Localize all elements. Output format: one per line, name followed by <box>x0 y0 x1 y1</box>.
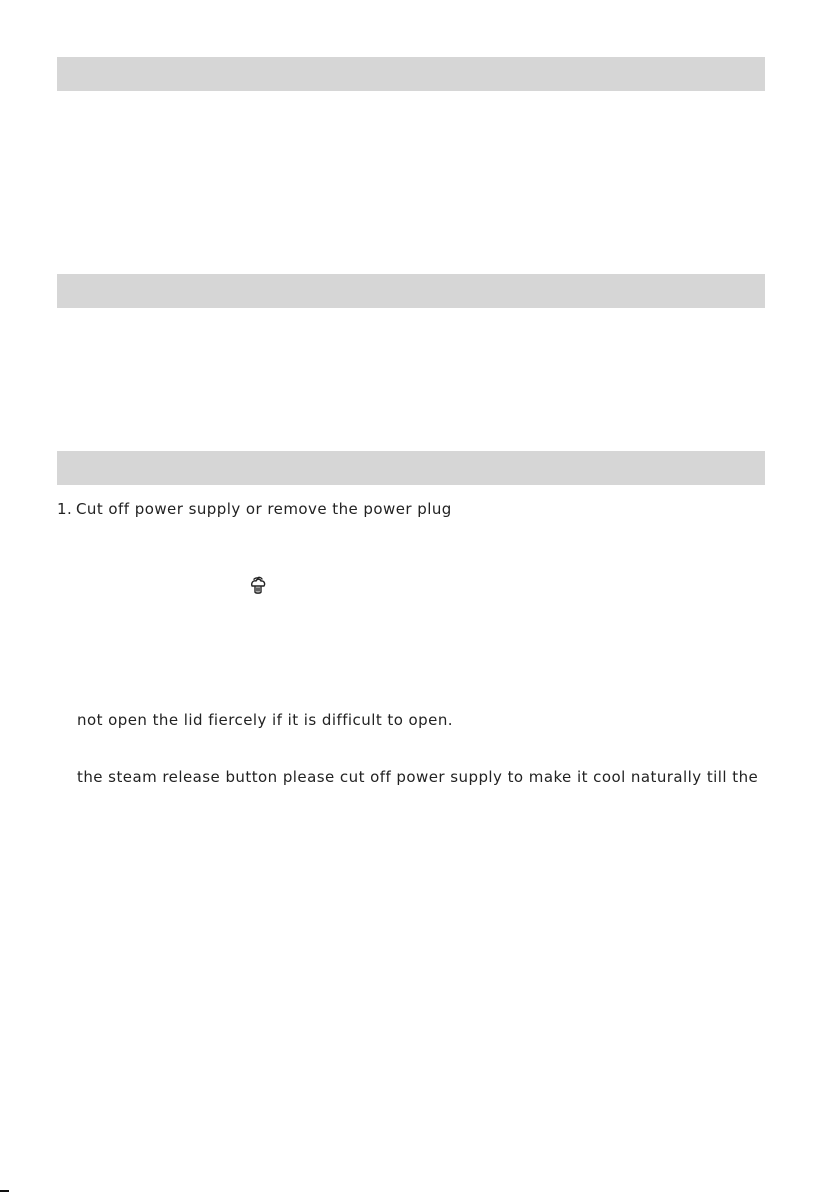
text-lid-instruction: not open the lid fiercely if it is difficult to open. <box>77 711 453 729</box>
section-header-band-3 <box>57 451 765 485</box>
list-item-1 <box>57 500 452 518</box>
section-header-band-2 <box>57 274 765 308</box>
section-header-band-1 <box>57 57 765 91</box>
list-item-number: 1. <box>57 500 73 518</box>
text-steam-instruction: the steam release button please cut off power supply to make it cool naturally till the <box>77 768 759 786</box>
steam-release-icon <box>248 576 268 596</box>
list-item-text: Cut off power supply or remove the power plug <box>76 500 452 518</box>
